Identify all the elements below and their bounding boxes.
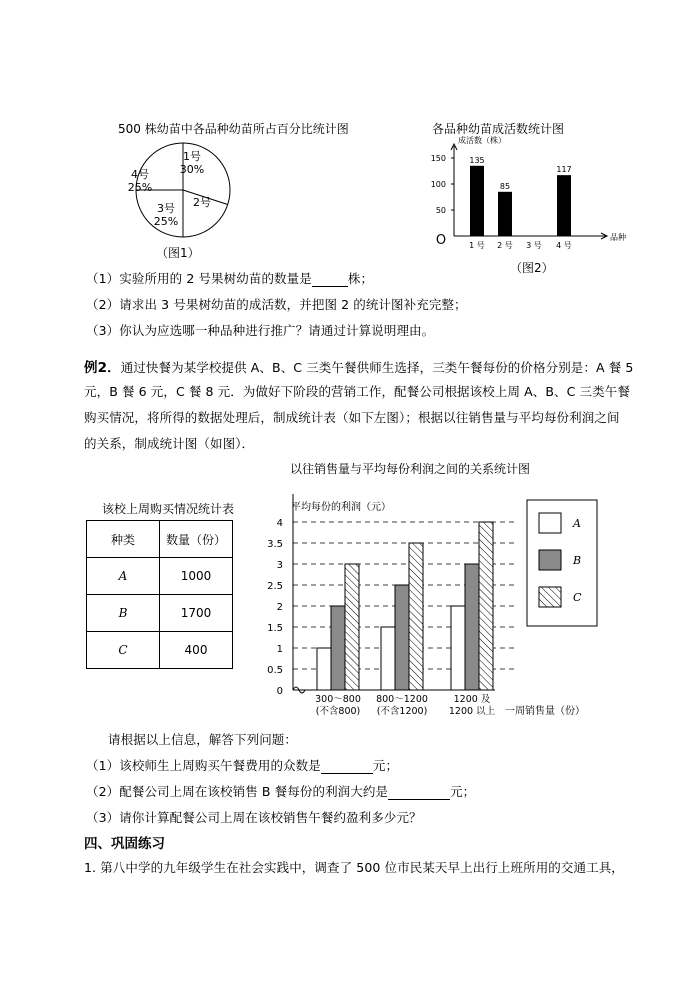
section-heading: 四、巩固练习 bbox=[84, 836, 165, 852]
legend-label: A bbox=[573, 517, 581, 530]
origin-label: O bbox=[435, 233, 447, 248]
x-tick-label: 800～1200 bbox=[376, 694, 428, 705]
pie-slice-label: 2号 bbox=[193, 196, 211, 209]
bar-a bbox=[317, 648, 331, 690]
pie-slice-percent: 30% bbox=[179, 163, 205, 176]
legend-box bbox=[527, 500, 597, 626]
bar-value-label: 117 bbox=[556, 165, 572, 175]
y-tick-label: 100 bbox=[430, 180, 446, 189]
question-suffix: 株； bbox=[347, 271, 374, 286]
x-tick-label: 2 号 bbox=[497, 241, 513, 250]
bar-value-label: 85 bbox=[499, 181, 511, 191]
table-cell: 400 bbox=[160, 632, 233, 669]
bar-b bbox=[395, 585, 409, 690]
bar-a bbox=[381, 627, 395, 690]
example2-lead: 例2． bbox=[84, 360, 121, 376]
x-tick-label: 1 号 bbox=[469, 241, 485, 250]
answer-blank[interactable] bbox=[388, 787, 450, 800]
pie-caption: （图1） bbox=[156, 246, 200, 260]
table-cell: A bbox=[87, 558, 160, 595]
pie-slice-label: 4号 bbox=[131, 168, 149, 181]
profit-bar-chart bbox=[265, 488, 605, 724]
bar-b bbox=[465, 564, 479, 690]
x-tick-label: 1200 及 bbox=[453, 694, 491, 705]
table-cell: 1000 bbox=[160, 558, 233, 595]
purchase-table bbox=[86, 520, 233, 669]
question2-1: （1）该校师生上周购买午餐费用的众数是 元； bbox=[86, 758, 399, 773]
table-row bbox=[87, 558, 233, 595]
exercise-1: 1. 第八中学的九年级学生在社会实践中，调查了 500 位市民某天早上出行上班所用的交通工具， bbox=[84, 860, 624, 875]
example2-line-4: 的关系，制成统计图（如图）． bbox=[84, 436, 255, 451]
profit-chart-title: 以往销售量与平均每份利润之间的关系统计图 bbox=[290, 462, 531, 476]
table-cell: 1700 bbox=[160, 595, 233, 632]
bar-b bbox=[331, 606, 345, 690]
bar-c bbox=[479, 522, 493, 690]
legend-label: B bbox=[573, 554, 582, 567]
table-cell: B bbox=[87, 595, 160, 632]
y-tick-label: 1 bbox=[276, 644, 283, 655]
y-tick-label: 50 bbox=[435, 206, 446, 215]
bar bbox=[470, 166, 484, 236]
bar-c bbox=[345, 564, 359, 690]
pie-chart-title: 500 株幼苗中各品种幼苗所占百分比统计图 bbox=[118, 122, 349, 136]
answer-blank[interactable] bbox=[321, 761, 373, 774]
bar bbox=[557, 175, 571, 236]
y-tick-label: 0.5 bbox=[267, 665, 283, 676]
y-tick-label: 1.5 bbox=[267, 623, 283, 634]
table-row bbox=[87, 595, 233, 632]
pie-slice-percent: 25% bbox=[153, 215, 179, 228]
prompt2: 请根据以上信息，解答下列问题： bbox=[108, 732, 298, 747]
pie-slice-label: 3号 bbox=[157, 202, 175, 215]
survival-bar-chart bbox=[420, 134, 640, 252]
table-header-row bbox=[87, 521, 233, 558]
question2-3: （3）请你计算配餐公司上周在该校销售午餐约盈利多少元？ bbox=[86, 810, 422, 825]
x-tick-label: (不含1200) bbox=[376, 706, 428, 717]
x-tick-label: 1200 以上 bbox=[448, 706, 496, 717]
legend-swatch bbox=[539, 587, 561, 607]
table-title: 该校上周购买情况统计表 bbox=[102, 502, 235, 516]
pie-slice-percent: 25% bbox=[128, 181, 153, 194]
y-axis-label: 成活数（株） bbox=[458, 136, 506, 145]
table-header: 数量（份） bbox=[160, 521, 233, 558]
pie-chart bbox=[128, 140, 238, 242]
legend-swatch bbox=[539, 513, 561, 533]
y-axis-label: 平均每份的利润（元） bbox=[291, 502, 391, 513]
bar-a bbox=[451, 606, 465, 690]
table-header: 种类 bbox=[87, 521, 160, 558]
question-1 bbox=[86, 269, 373, 287]
x-axis-label: 一周销售量（份） bbox=[505, 706, 585, 717]
y-tick-label: 0 bbox=[276, 686, 283, 697]
y-tick-label: 150 bbox=[430, 154, 446, 163]
question-2: （2）请求出 3 号果树幼苗的成活数，并把图 2 的统计图补充完整； bbox=[86, 297, 467, 312]
y-tick-label: 2 bbox=[276, 602, 283, 613]
table-cell: C bbox=[87, 632, 160, 669]
answer-blank[interactable] bbox=[312, 274, 348, 287]
x-axis-label: 品种 bbox=[610, 233, 626, 242]
y-tick-label: 2.5 bbox=[267, 581, 283, 592]
example2-line-2: 元，B 餐 6 元，C 餐 8 元．为做好下阶段的营销工作，配餐公司根据该校上周 A、B、C 三类午餐 bbox=[84, 384, 630, 399]
bar bbox=[498, 192, 512, 236]
bar-c bbox=[409, 543, 423, 690]
pie-slice-label: 1号 bbox=[183, 150, 201, 163]
example2-line-1: 例2．通过快餐为某学校提供 A、B、C 三类午餐供师生选择，三类午餐每份的价格分别是：A 餐 5 bbox=[84, 360, 634, 376]
y-tick-label: 4 bbox=[276, 518, 283, 529]
legend-swatch bbox=[539, 550, 561, 570]
question2-2: （2）配餐公司上周在该校销售 B 餐每份的利润大约是 元； bbox=[86, 784, 476, 799]
example2-line-3: 购买情况，将所得的数据处理后，制成统计表（如下左图）；根据以往销售量与平均每份利润之间 bbox=[84, 410, 620, 425]
bar-chart-caption: （图2） bbox=[510, 261, 554, 275]
y-tick-label: 3 bbox=[276, 560, 283, 571]
x-tick-label: 3 号 bbox=[526, 241, 542, 250]
question-text: （1）实验所用的 2 号果树幼苗的数量是 bbox=[86, 271, 312, 286]
bar-chart-title: 各品种幼苗成活数统计图 bbox=[432, 122, 565, 136]
x-tick-label: 4 号 bbox=[556, 241, 572, 250]
legend-label: C bbox=[573, 591, 582, 604]
question-3: （3）你认为应选哪一种品种进行推广？请通过计算说明理由。 bbox=[86, 323, 435, 338]
x-tick-label: (不含800) bbox=[315, 706, 361, 717]
y-tick-label: 3.5 bbox=[267, 539, 283, 550]
x-tick-label: 300～800 bbox=[315, 694, 361, 705]
table-row bbox=[87, 632, 233, 669]
bar-value-label: 135 bbox=[469, 155, 485, 165]
